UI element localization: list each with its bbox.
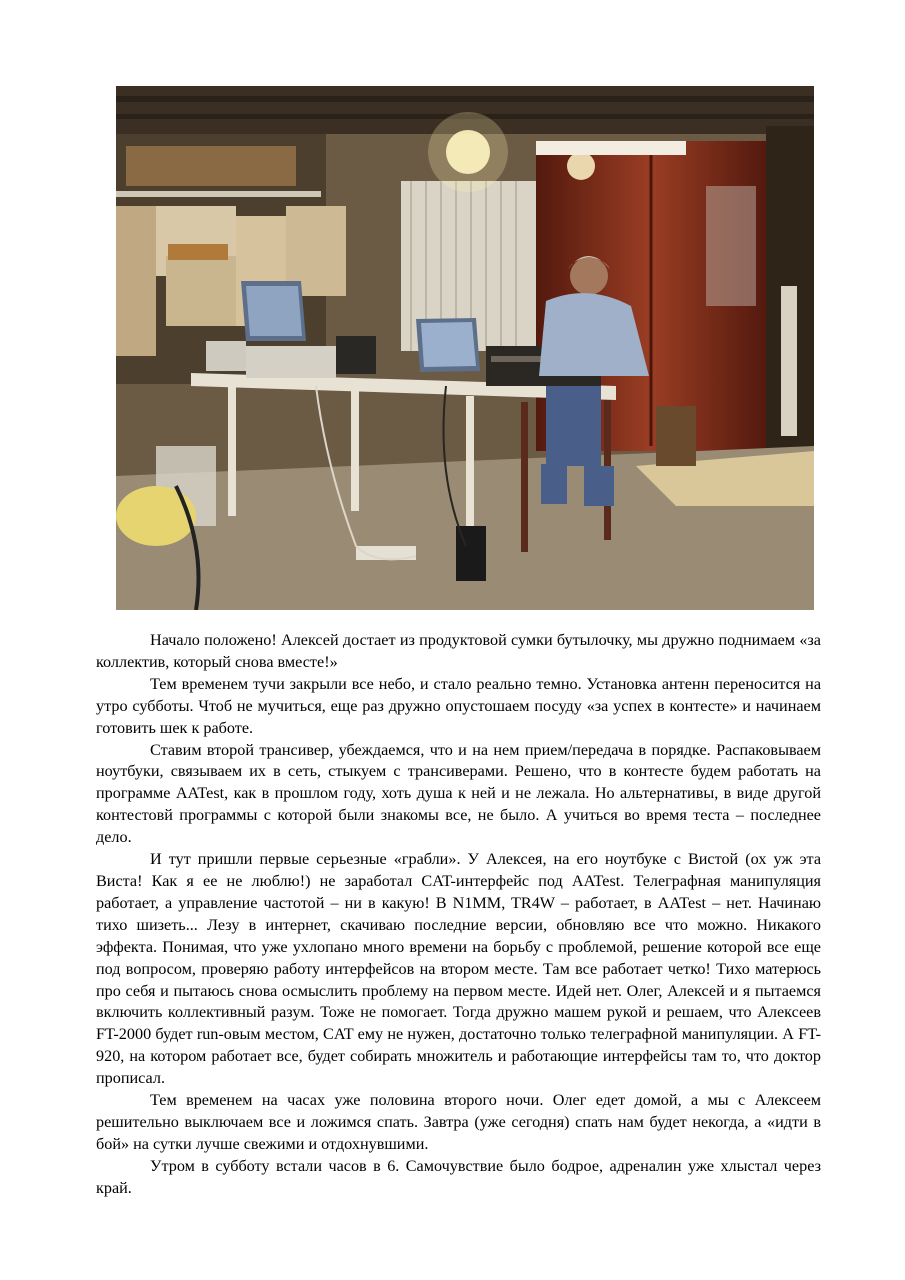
- photo-illustration: [116, 86, 814, 610]
- paragraph: Тем временем тучи закрыли все небо, и стало реально темно. Установка антенн переносится на утро субботы. Чтоб не мучиться, еще раз дружно опустошаем посуду «за успех в контесте» и начинаем готовить шек к работе.: [96, 674, 821, 737]
- garage-radio-station-photo: [116, 86, 814, 610]
- article-text: [96, 630, 821, 1200]
- paragraph: И тут пришли первые серьезные «грабли». У Алексея, на его ноутбуке с Вистой (ох уж эта Виста! Как я ее не люблю!) не заработал CAT-интерфейс под AATest. Телеграфная манипуляция работает, а управление частотой – ни в какую! В N1MM, TR4W – работает, в AATest – нет. Начинаю тихо шизеть... Лезу в интернет, скачиваю последние версии, обновляю все что можно. Никакого эффекта. Понимая, что уже ухлопано много времени на борьбу с проблемой, решение которой все еще под вопросом, проверяю работу интерфейсов на втором месте. Там все работает четко! Тихо матерюсь про себя и пытаюсь снова осмыслить проблему на первом месте. Идей нет. Олег, Алексей и я пытаемся включить коллективный разум. Тоже не помогает. Тогда дружно машем рукой и решаем, что Алексеев FT-2000 будет run-овым местом, CAT ему не нужен, достаточно только телеграфной манипуляции. А FT-920, на котором работает все, будет собирать множитель и работающие интерфейсы там то, что доктор прописал.: [96, 850, 821, 1088]
- paragraph: Тем временем на часах уже половина второго ночи. Олег едет домой, а мы с Алексеем решительно выключаем все и ложимся спать. Завтра (уже сегодня) спать нам будет некогда, а «идти в бой» на сутки лучше свежими и отдохнувшими.: [96, 1091, 821, 1153]
- paragraph: Утром в субботу встали часов в 6. Самочувствие было бодрое, адреналин уже хлыстал через край.: [96, 1156, 821, 1197]
- paragraph: Ставим второй трансивер, убеждаемся, что и на нем прием/передача в порядке. Распаковываем ноутбуки, связываем их в сеть, стыкуем с трансиверами. Решено, что в контесте будем работать на программе AATest, как в прошлом году, хоть душа к ней и не лежала. Но альтернативы, в виде другой контестовй программы с которой были знакомы все, не было. А учиться во время теста – последнее дело.: [96, 740, 821, 847]
- paragraph: Начало положено! Алексей достает из продуктовой сумки бутылочку, мы дружно поднимаем «за коллектив, который снова вместе!»: [96, 631, 821, 671]
